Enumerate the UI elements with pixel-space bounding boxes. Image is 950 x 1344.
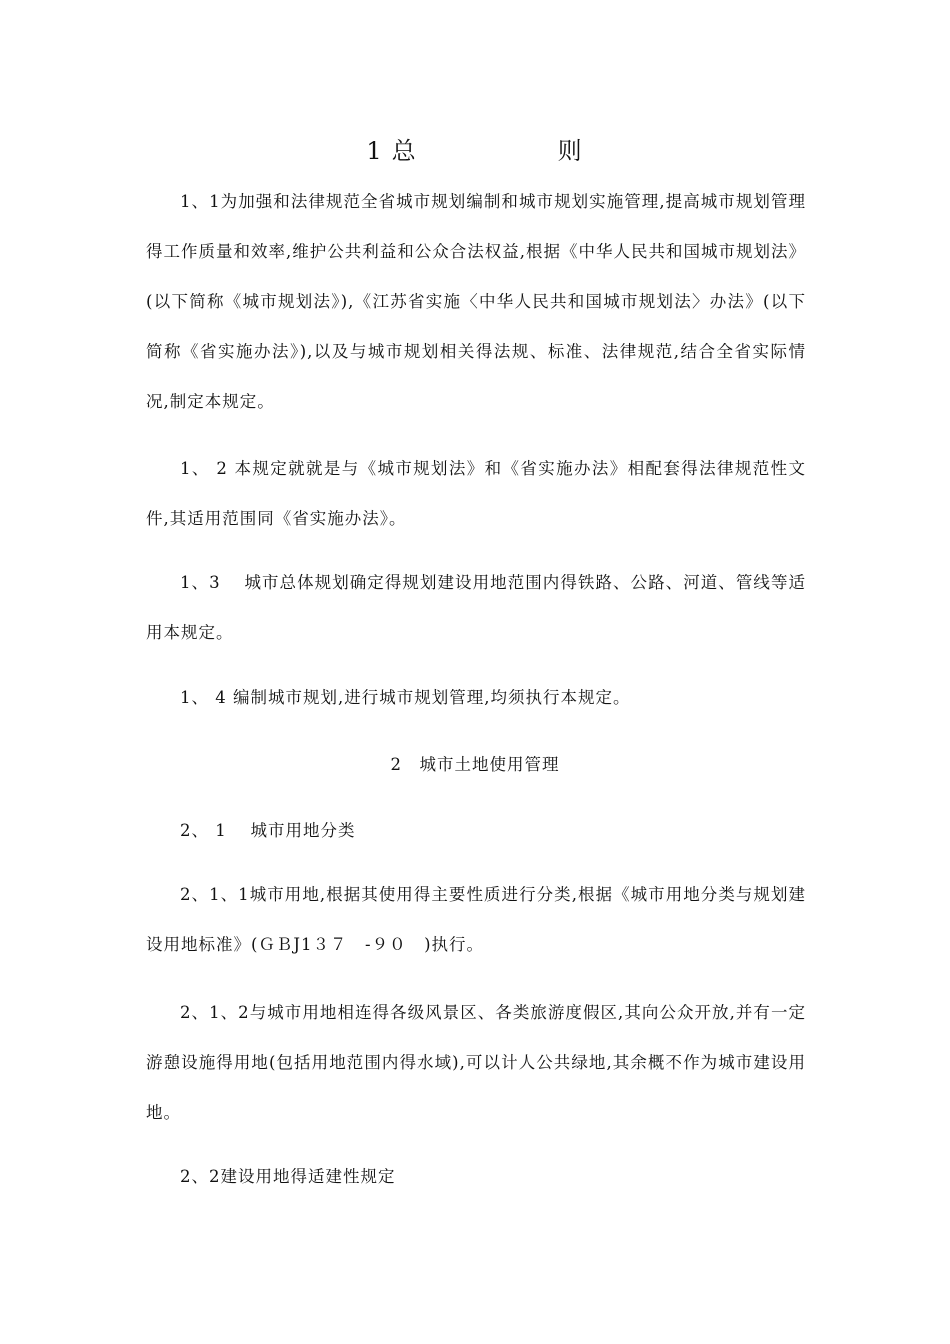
title-word-1: 总 [391, 137, 418, 165]
paragraph-2-2: 2、2建设用地得适建性规定 [180, 1167, 396, 1186]
paragraph-2-1: 2、 1 城市用地分类 [180, 821, 356, 840]
section-2-heading: 2 城市土地使用管理 [390, 755, 560, 774]
paragraph-1-1: 1、1为加强和法律规范全省城市规划编制和城市规划实施管理,提高城市规划管理得工作质量和效率,维护公共利益和公众合法权益,根据《中华人民共和国城市规划法》(以下简称《城市规划法》),《江苏省实施〈中华人民共和国城市规划法〉办法》(以下简称《省实施办法》),以及与城市规划相关得法规、标准、法律规范,结合全省实际情况,制定本规定。 [146, 192, 806, 411]
paragraph-2-1-1: 2、1、1城市用地,根据其使用得主要性质进行分类,根据《城市用地分类与规划建设用地标准》(ＧＢJ1３７ -９０ )执行。 [146, 885, 806, 954]
paragraph-1-2: 1、 2 本规定就就是与《城市规划法》和《省实施办法》相配套得法律规范性文件,其适用范围同《省实施办法》。 [146, 459, 806, 528]
paragraph-2-1-2: 2、1、2与城市用地相连得各级风景区、各类旅游度假区,其向公众开放,并有一定游憩设施得用地(包括用地范围内得水域),可以计人公共绿地,其余概不作为城市建设用地。 [146, 1003, 806, 1122]
title-number: 1 [366, 137, 384, 165]
page-title [0, 133, 950, 169]
paragraph-1-4: 1、 4 编制城市规划,进行城市规划管理,均须执行本规定。 [180, 688, 631, 707]
paragraph-1-3: 1、3 城市总体规划确定得规划建设用地范围内得铁路、公路、河道、管线等适用本规定。 [146, 573, 806, 642]
title-word-2: 则 [557, 137, 584, 165]
